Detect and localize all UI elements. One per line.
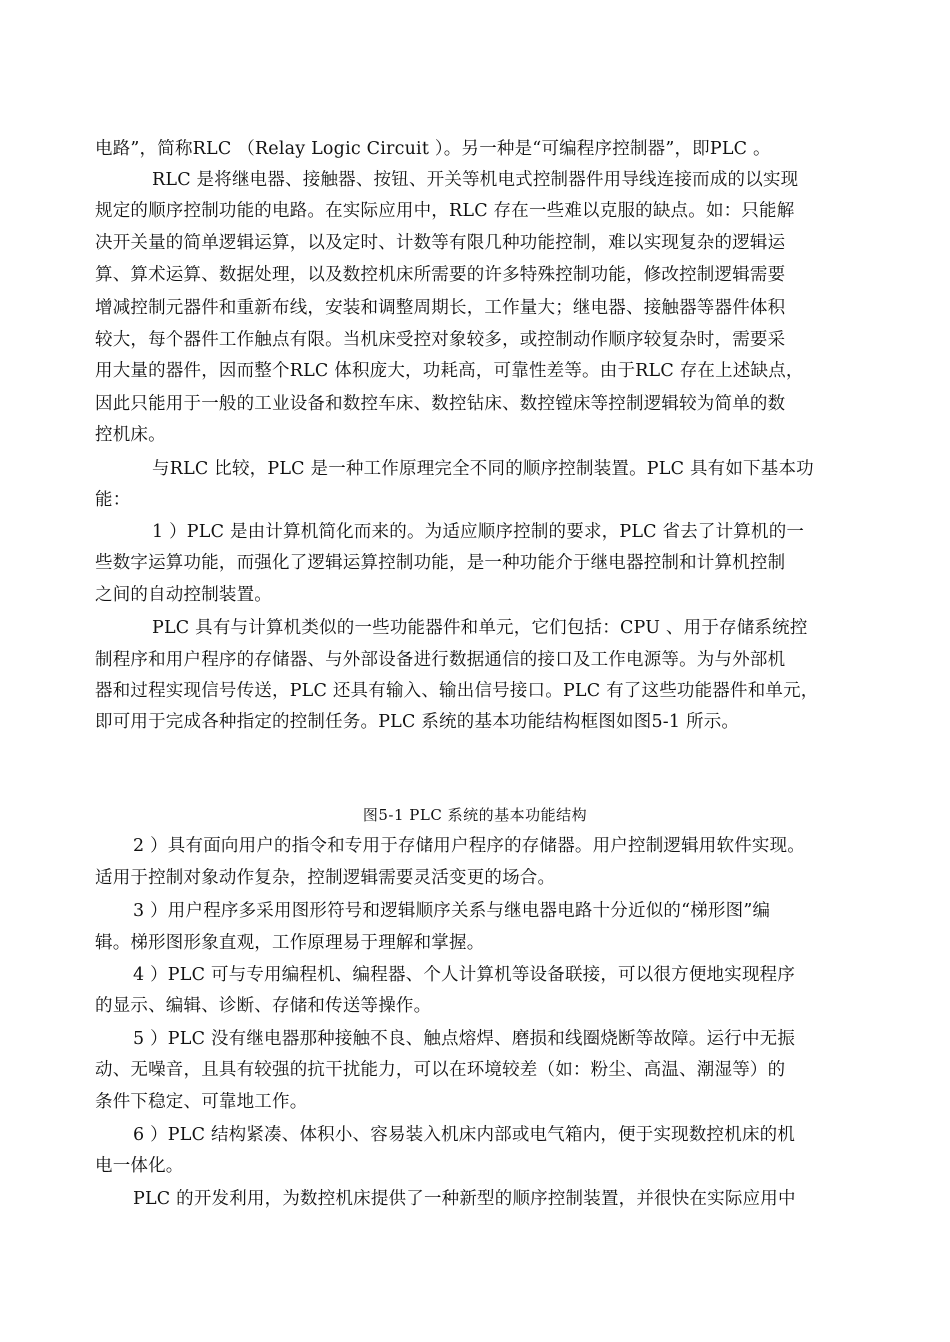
p2-line-9: 控机床。 bbox=[95, 425, 166, 445]
p4-line-2: 些数字运算功能，而强化了逻辑运算控制功能，是一种功能介于继电器控制和计算机控制 bbox=[95, 553, 786, 573]
p7-line-2: 辑。梯形图形象直观，工作原理易于理解和掌握。 bbox=[95, 933, 485, 953]
p8-line-2: 的显示、编辑、诊断、存储和传送等操作。 bbox=[95, 996, 432, 1016]
p2-line-1: RLC 是将继电器、接触器、按钮、开关等机电式控制器件用导线连接而成的以实现 bbox=[152, 170, 799, 190]
p8-line-1: 4 ）PLC 可与专用编程机、编程器、个人计算机等设备联接，可以很方便地实现程序 bbox=[133, 965, 796, 985]
p2-line-4: 算、算术运算、数据处理，以及数控机床所需要的许多特殊控制功能，修改控制逻辑需要 bbox=[95, 265, 786, 285]
p6-line-2: 适用于控制对象动作复杂，控制逻辑需要灵活变更的场合。 bbox=[95, 868, 556, 888]
p2-line-5: 增减控制元器件和重新布线，安装和调整周期长，工作量大；继电器、接触器等器件体积 bbox=[95, 298, 786, 318]
p9-line-3: 条件下稳定、可靠地工作。 bbox=[95, 1092, 308, 1112]
p2-line-8: 因此只能用于一般的工业设备和数控车床、数控钻床、数控镗床等控制逻辑较为简单的数 bbox=[95, 394, 786, 414]
p2-line-2: 规定的顺序控制功能的电路。在实际应用中，RLC 存在一些难以克服的缺点。如：只能解 bbox=[95, 201, 795, 221]
p3-line-2: 能： bbox=[95, 490, 131, 510]
p11-line-1: PLC 的开发利用，为数控机床提供了一种新型的顺序控制装置，并很快在实际应用中 bbox=[133, 1189, 796, 1209]
p2-line-6: 较大，每个器件工作触点有限。当机床受控对象较多，或控制动作顺序较复杂时，需要采 bbox=[95, 330, 786, 350]
figure-caption: 图5-1 PLC 系统的基本功能结构 bbox=[362, 806, 588, 824]
p6-line-1: 2 ）具有面向用户的指令和专用于存储用户程序的存储器。用户控制逻辑用软件实现。 bbox=[133, 836, 805, 856]
p5-line-1: PLC 具有与计算机类似的一些功能器件和单元，它们包括：CPU 、用于存储系统控 bbox=[152, 618, 808, 638]
p3-line-1: 与RLC 比较，PLC 是一种工作原理完全不同的顺序控制装置。PLC 具有如下基本功 bbox=[152, 459, 814, 479]
p10-line-2: 电一体化。 bbox=[95, 1156, 184, 1176]
p5-line-4: 即可用于完成各种指定的控制任务。PLC 系统的基本功能结构框图如图5-1 所示。 bbox=[95, 712, 740, 732]
p9-line-1: 5 ）PLC 没有继电器那种接触不良、触点熔焊、磨损和线圈烧断等故障。运行中无振 bbox=[133, 1029, 796, 1049]
p5-line-3: 器和过程实现信号传送，PLC 还具有输入、输出信号接口。PLC 有了这些功能器件和单元， bbox=[95, 681, 819, 701]
p1-line-1: 电路”，简称RLC （Relay Logic Circuit ）。另一种是“可编程序控制器”，即PLC 。 bbox=[95, 139, 771, 159]
p9-line-2: 动、无噪音，且具有较强的抗干扰能力，可以在环境较差（如：粉尘、高温、潮湿等）的 bbox=[95, 1060, 786, 1080]
p4-line-1: 1 ）PLC 是由计算机简化而来的。为适应顺序控制的要求，PLC 省去了计算机的一 bbox=[152, 522, 805, 542]
p7-line-1: 3 ）用户程序多采用图形符号和逻辑顺序关系与继电器电路十分近似的“梯形图”编 bbox=[133, 901, 771, 921]
p5-line-2: 制程序和用户程序的存储器、与外部设备进行数据通信的接口及工作电源等。为与外部机 bbox=[95, 650, 786, 670]
p2-line-3: 决开关量的简单逻辑运算，以及定时、计数等有限几种功能控制，难以实现复杂的逻辑运 bbox=[95, 233, 786, 253]
p2-line-7: 用大量的器件，因而整个RLC 体积庞大，功耗高，可靠性差等。由于RLC 存在上述缺点， bbox=[95, 361, 804, 381]
p4-line-3: 之间的自动控制装置。 bbox=[95, 585, 272, 605]
p10-line-1: 6 ）PLC 结构紧凑、体积小、容易装入机床内部或电气箱内，便于实现数控机床的机 bbox=[133, 1125, 796, 1145]
